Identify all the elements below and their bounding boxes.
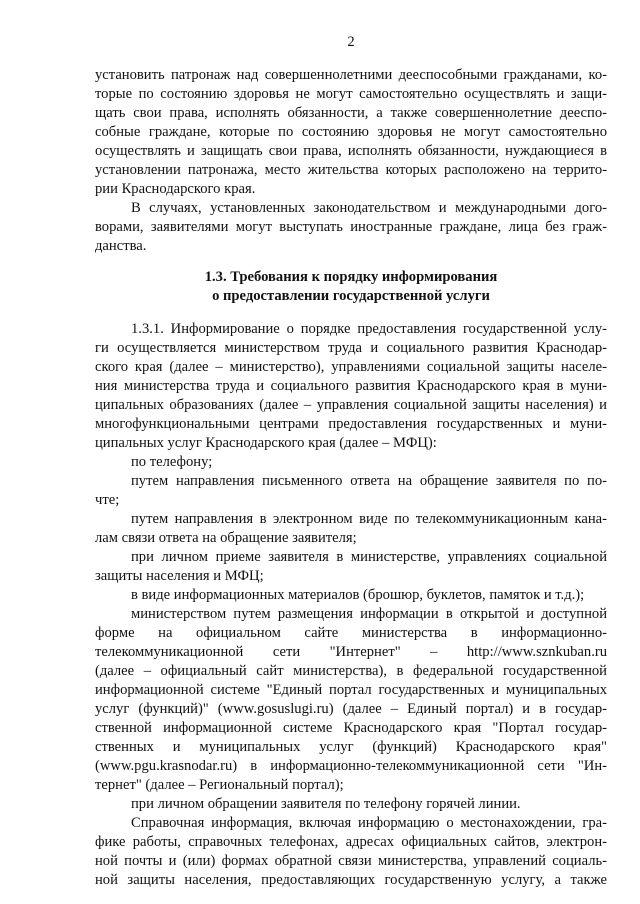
section-heading-line: о предоставлении государственной услуги	[212, 288, 490, 304]
text-line: услуг (функций)" (www.gosuslugi.ru) (далее – Единый портал) и в государ-	[95, 701, 607, 717]
text-line: ной почты и (или) формах обратной связи министерства, управлений социаль-	[95, 853, 607, 869]
text-line: установлении патронажа, место жительства которых расположено на террито-	[95, 162, 607, 178]
text-line: щать свои права, исполнять обязанности, а также совершеннолетние дееспо-	[95, 105, 607, 121]
text-line: осуществлять и защищать свои права, исполнять обязанности, нуждающиеся в	[95, 143, 607, 159]
text-line: ского края (далее – министерство), управлениями социальной защиты населе-	[95, 359, 607, 375]
section-heading-line: 1.3. Требования к порядку информирования	[204, 269, 498, 285]
text-line: в виде информационных материалов (брошюр, буклетов, памяток и т.д.);	[131, 587, 585, 603]
text-line: ципальных образованиях (далее – управления социальной защиты населения) и	[95, 397, 607, 413]
text-line: информационной системе "Единый портал государственных и муниципальных	[95, 682, 607, 698]
document-page	[95, 0, 607, 904]
page-number: 2	[347, 34, 355, 50]
text-line: лам связи ответа на обращение заявителя;	[95, 530, 357, 546]
text-line: ги осуществляется министерством труда и социального развития Краснодар-	[95, 340, 607, 356]
text-line: 1.3.1. Информирование о порядке предоставления государственной услу-	[131, 321, 607, 337]
text-line: (www.pgu.krasnodar.ru) в информационно-телекоммуникационной сети "Ин-	[95, 758, 607, 774]
text-line: ципальных услуг Краснодарского края (далее – МФЦ):	[95, 435, 437, 451]
text-line: чте;	[95, 492, 120, 508]
text-line: при личном приеме заявителя в министерстве, управлениях социальной	[131, 549, 607, 565]
text-line: министерством путем размещения информации в открытой и доступной	[131, 606, 607, 622]
text-line: телекоммуникационной сети "Интернет" – http://www.sznkuban.ru	[95, 644, 607, 660]
text-line: ной защиты населения, предоставляющих государственную услугу, а также	[95, 872, 607, 888]
text-line: данства.	[95, 238, 147, 254]
text-line: защиты населения и МФЦ;	[95, 568, 264, 584]
text-line: В случаях, установленных законодательством и международными дого-	[131, 200, 607, 216]
text-line: собные граждане, которые по состоянию здоровья не могут самостоятельно	[95, 124, 607, 140]
text-line: ния министерства труда и социального развития Краснодарского края в муни-	[95, 378, 607, 394]
text-line: торые по состоянию здоровья не могут самостоятельно осуществлять и защи-	[95, 86, 607, 102]
text-line: при личном обращении заявителя по телефону горячей линии.	[131, 796, 521, 812]
text-line: ственных и муниципальных услуг (функций) Краснодарского края"	[95, 739, 607, 755]
text-line: ворами, заявителями могут выступать иностранные граждане, лица без граж-	[95, 219, 607, 235]
text-line: Справочная информация, включая информацию о местонахождении, гра-	[131, 815, 607, 831]
text-line: рии Краснодарского края.	[95, 181, 256, 197]
text-line: установить патронаж над совершеннолетними дееспособными гражданами, ко-	[95, 67, 607, 83]
text-line: (далее – официальный сайт министерства), в федеральной государственной	[95, 663, 607, 679]
text-line: тернет" (далее – Региональный портал);	[95, 777, 344, 793]
text-line: многофункциональными центрами предоставления государственных и муни-	[95, 416, 607, 432]
text-line: путем направления письменного ответа на обращение заявителя по по-	[131, 473, 607, 489]
text-line: ственной информационной системе Краснодарского края "Портал государ-	[95, 720, 607, 736]
text-line: фике работы, справочных телефонах, адресах официальных сайтов, электрон-	[95, 834, 607, 850]
text-line: путем направления в электронном виде по телекоммуникационным кана-	[131, 511, 607, 527]
text-line: форме на официальном сайте министерства в информационно-	[95, 625, 607, 641]
text-line: по телефону;	[131, 454, 213, 470]
